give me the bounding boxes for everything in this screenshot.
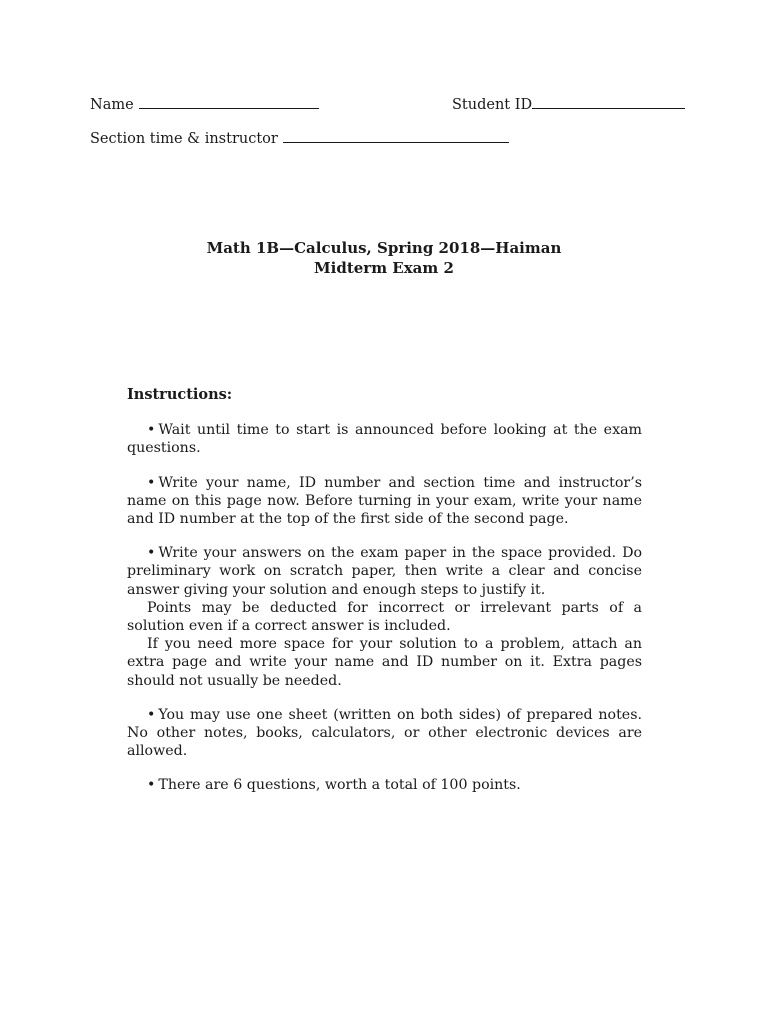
- instruction-paragraph: [127, 599, 642, 635]
- instruction-item: [127, 706, 642, 761]
- instruction-paragraph: [127, 776, 642, 794]
- instruction-paragraph: [127, 544, 642, 599]
- name-label: Name: [90, 97, 134, 113]
- instructions-heading: Instructions:: [127, 386, 233, 403]
- bullet-icon: •: [147, 545, 156, 562]
- exam-title-line1: Math 1B—Calculus, Spring 2018—Haiman: [206, 239, 562, 257]
- instruction-paragraph: [127, 706, 642, 761]
- student-id-field: [452, 94, 685, 114]
- instruction-text: Write your name, ID number and section time and instructor’s name on this page now. Before turning in your exam, write your name and ID number at the top of the first side of the second page.: [127, 474, 642, 528]
- instruction-item: [127, 776, 642, 794]
- instructions-list: [127, 421, 642, 794]
- instruction-text: If you need more space for your solution to a problem, attach an extra page and write your name and ID number on it. Extra pages should not usually be needed.: [127, 636, 642, 689]
- instruction-paragraph: [127, 635, 642, 690]
- bullet-icon: •: [147, 777, 156, 794]
- name-field: [90, 94, 319, 114]
- instruction-text: Write your answers on the exam paper in the space provided. Do preliminary work on scratch paper, then write a clear and concise answer giving your solution and enough steps to justify it.: [127, 545, 642, 598]
- bullet-icon: •: [147, 706, 156, 723]
- instruction-item: [127, 474, 642, 529]
- name-blank-line[interactable]: [139, 94, 319, 109]
- exam-title: [0, 238, 768, 278]
- instructions-section: [127, 386, 642, 811]
- student-id-label: Student ID: [452, 97, 533, 113]
- instruction-item: [127, 421, 642, 457]
- student-id-blank-line[interactable]: [532, 94, 685, 109]
- instruction-text: Points may be deducted for incorrect or irrelevant parts of a solution even if a correct answer is included.: [127, 599, 642, 635]
- section-blank-line[interactable]: [283, 128, 509, 143]
- instruction-text: Wait until time to start is announced before looking at the exam questions.: [127, 422, 642, 457]
- section-label: Section time & instructor: [90, 131, 278, 147]
- bullet-icon: •: [147, 474, 156, 491]
- instruction-paragraph: [127, 421, 642, 457]
- instruction-text: There are 6 questions, worth a total of 100 points.: [158, 777, 521, 794]
- section-field: [90, 128, 509, 148]
- instruction-paragraph: [127, 474, 642, 529]
- exam-title-line2: Midterm Exam 2: [314, 259, 454, 277]
- bullet-icon: •: [147, 422, 156, 439]
- instruction-item: [127, 544, 642, 690]
- instruction-text: You may use one sheet (written on both sides) of prepared notes. No other notes, books, calculators, or other electronic devices are allowed.: [127, 706, 642, 760]
